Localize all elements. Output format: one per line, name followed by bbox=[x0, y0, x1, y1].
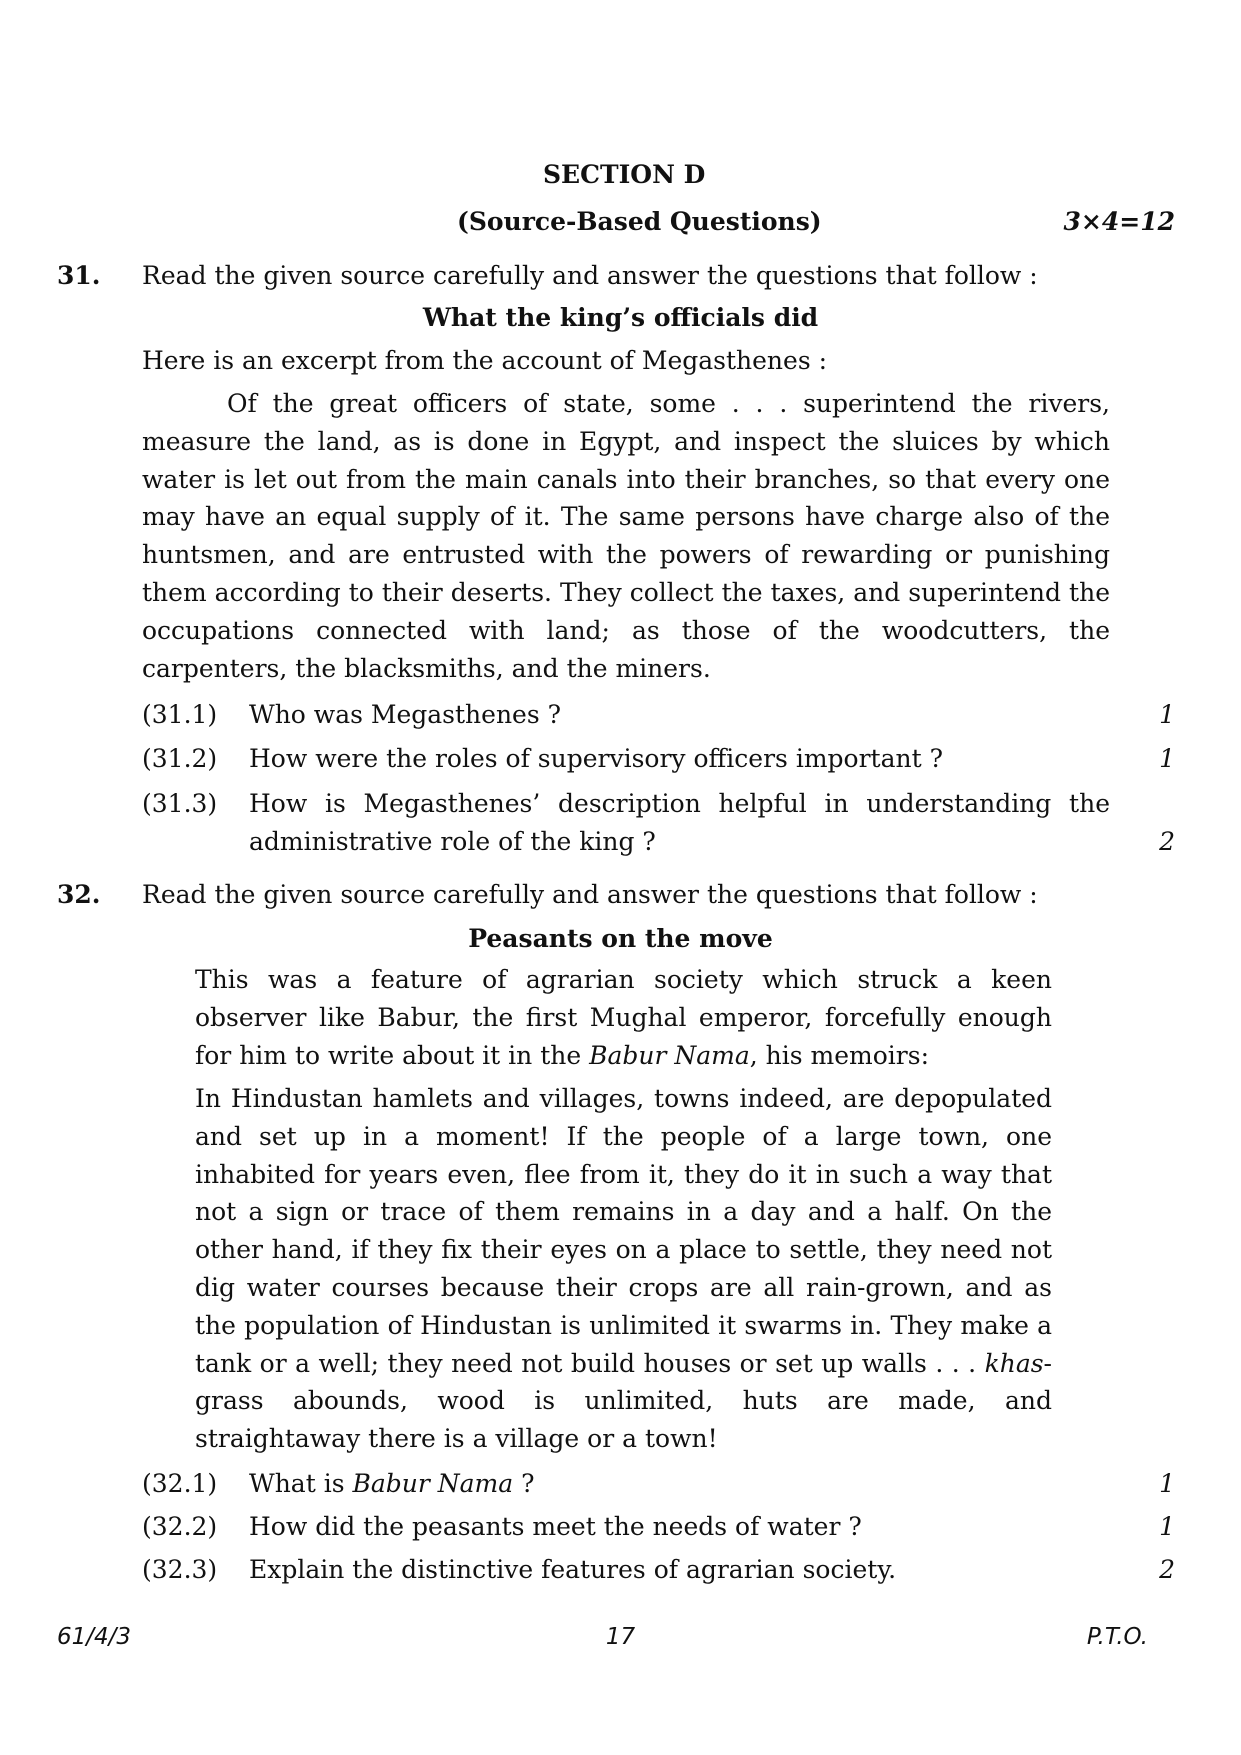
page-number: 17 bbox=[605, 1624, 636, 1650]
subquestion-marks: 1 bbox=[1159, 1512, 1175, 1541]
source-heading: Peasants on the move bbox=[468, 924, 773, 953]
subquestion-number: (32.1) bbox=[142, 1469, 218, 1498]
passage-text: Of the great officers of state, some . . . superintend the rivers, measure the land, as is done in Egypt, and inspect the sluices by which water is let out from the main canals into their branches, so that every one may have an equal supply of it. The same persons have charge also of the huntsmen, and are entrusted with the powers of rewarding or punishing them according to their deserts. They collect the taxes, and superintend the occupations connected with land; as those of the woodcutters, the carpenters, the blacksmiths, and the miners. bbox=[142, 389, 1110, 683]
subquestion-text bbox=[249, 1469, 535, 1499]
subquestion-marks: 2 bbox=[1159, 827, 1175, 856]
source-passage bbox=[142, 385, 1110, 687]
question-number: 32. bbox=[57, 880, 101, 909]
question-instruction: Read the given source carefully and answer the questions that follow : bbox=[142, 261, 1038, 290]
paragraph-text bbox=[195, 961, 1052, 1074]
subquestion-number: (31.1) bbox=[142, 700, 218, 729]
section-marks: 3×4=12 bbox=[1063, 207, 1175, 236]
subquestion-text: How is Megasthenes’ description helpful in understanding the administrative role of the king ? bbox=[249, 789, 1110, 856]
text-span: ? bbox=[513, 1469, 535, 1498]
text-span: What is bbox=[249, 1469, 353, 1498]
subquestion-text: How did the peasants meet the needs of water ? bbox=[249, 1512, 862, 1541]
source-paragraph-1 bbox=[195, 961, 1052, 1074]
subquestion-marks: 1 bbox=[1159, 744, 1175, 773]
text-span: , his memoirs: bbox=[749, 1040, 930, 1070]
paragraph-text bbox=[195, 1080, 1052, 1458]
book-title-italic: Babur Nama bbox=[352, 1469, 514, 1498]
source-heading: What the king’s officials did bbox=[422, 303, 819, 332]
source-intro: Here is an excerpt from the account of Megasthenes : bbox=[142, 346, 828, 375]
source-paragraph-2 bbox=[195, 1080, 1052, 1458]
subquestion-marks: 2 bbox=[1159, 1555, 1175, 1584]
subquestion-number: (32.2) bbox=[142, 1512, 218, 1541]
subquestion-text: Who was Megasthenes ? bbox=[249, 700, 562, 729]
paper-code: 61/4/3 bbox=[57, 1624, 132, 1650]
subquestion-number: (31.3) bbox=[142, 789, 218, 818]
book-title-italic: Babur Nama bbox=[589, 1040, 750, 1070]
text-span: -grass abounds, wood is unlimited, huts are made, and straightaway there is a village or a town! bbox=[195, 1348, 1052, 1454]
subquestion-marks: 1 bbox=[1159, 700, 1175, 729]
question-number: 31. bbox=[57, 261, 101, 290]
subquestion-text: Explain the distinctive features of agrarian society. bbox=[249, 1555, 897, 1584]
pto-label: P.T.O. bbox=[1086, 1624, 1148, 1650]
section-title: SECTION D bbox=[543, 160, 706, 189]
term-italic: khas bbox=[984, 1348, 1044, 1378]
text-span: This was a feature of agrarian society which struck a keen observer like Babur, the first Mughal emperor, forcefully enough for him to write about it in the bbox=[195, 965, 1052, 1070]
section-subtitle: (Source-Based Questions) bbox=[457, 207, 822, 236]
question-instruction: Read the given source carefully and answer the questions that follow : bbox=[142, 880, 1038, 909]
subquestion-number: (32.3) bbox=[142, 1555, 218, 1584]
subquestion-marks: 1 bbox=[1159, 1469, 1175, 1498]
subquestion-number: (31.2) bbox=[142, 744, 218, 773]
text-span: In Hindustan hamlets and villages, towns indeed, are depopulated and set up in a moment! If the people of a large town, one inhabited for years even, flee from it, they do it in such a way that not a sign or trace of them remains in a day and a half. On the other hand, if they fix their eyes on a place to settle, they need not dig water courses because their crops are all rain-grown, and as the population of Hindustan is unlimited it swarms in. They make a tank or a well; they need not build houses or set up walls . . . bbox=[195, 1084, 1052, 1378]
subquestion-text: How were the roles of supervisory officers important ? bbox=[249, 744, 943, 773]
